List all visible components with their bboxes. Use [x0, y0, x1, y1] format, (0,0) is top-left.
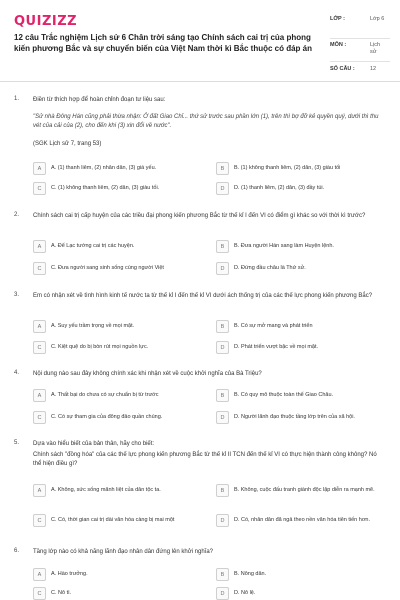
option-letter: C	[33, 262, 46, 275]
option-letter: C	[33, 514, 46, 527]
option-text: D. Nô lệ.	[234, 590, 256, 596]
option-text: C. Đưa người sang sinh sống cùng người Việt	[51, 265, 164, 271]
question-text: Tầng lớp nào có khả năng lãnh đạo nhân dân đứng lên khởi nghĩa?	[33, 549, 214, 555]
option-text: D. (1) thanh liêm, (2) dân, (3) đầy túi.	[234, 185, 325, 191]
option-letter: B	[216, 162, 229, 175]
option-letter: D	[216, 587, 229, 600]
option-d[interactable]	[216, 262, 384, 275]
option-c[interactable]	[33, 341, 201, 354]
worksheet-header	[0, 0, 400, 82]
option-c[interactable]	[33, 262, 201, 275]
option-text: A. Để Lạc tướng cai trị các huyện.	[51, 243, 135, 249]
option-a[interactable]	[33, 320, 201, 333]
meta-divider	[330, 61, 390, 62]
worksheet-title: 12 câu Trắc nghiệm Lịch sử 6 Chân trời sáng tạo Chính sách cai trị của phong kiến phương Bắc và sự chuyển biến của Việt Nam thời kì Bắc thuộc có đáp án	[14, 33, 312, 53]
option-letter: C	[33, 341, 46, 354]
option-text: B. Không, cuộc đấu tranh giành độc lập diễn ra mạnh mẽ.	[234, 487, 375, 493]
option-c[interactable]	[33, 514, 201, 527]
question-number: 6.	[14, 548, 20, 554]
option-letter: B	[216, 484, 229, 497]
meta-subject-key: MÔN :	[330, 42, 347, 48]
question-text: Em có nhận xét về tình hình kinh tế nước ta từ thế kỉ I đến thế kỉ VI dưới ách thống trị của các thế lực phong kiến phương Bắc?	[33, 293, 373, 299]
option-letter: D	[216, 182, 229, 195]
option-letter: C	[33, 411, 46, 424]
question-number: 1.	[14, 96, 20, 102]
option-text: B. (1) không thanh liêm, (2) dân, (3) giàu tối	[234, 165, 341, 171]
option-letter: B	[216, 320, 229, 333]
meta-grade-value: Lớp 6	[370, 16, 385, 22]
option-d[interactable]	[216, 514, 384, 527]
option-letter: D	[216, 514, 229, 527]
option-text: A. Suy yếu trầm trọng về mọi mặt.	[51, 323, 135, 329]
option-text: A. Thất bại do chưa có sự chuẩn bị từ trước	[51, 392, 159, 398]
option-letter: C	[33, 182, 46, 195]
option-c[interactable]	[33, 587, 201, 600]
option-letter: D	[216, 341, 229, 354]
option-b[interactable]	[216, 320, 384, 333]
option-text: A. Không, sức sống mãnh liệt của dân tộc ta.	[51, 487, 161, 493]
option-letter: D	[216, 262, 229, 275]
option-text: C. Kiệt quệ do bị bòn rút mọi nguồn lực.	[51, 344, 149, 350]
option-text: D. Có, nhân dân đã ngả theo nền văn hóa tiên tiến hơn.	[234, 517, 371, 523]
option-letter: B	[216, 240, 229, 253]
option-letter: A	[33, 320, 46, 333]
option-a[interactable]	[33, 484, 201, 497]
option-a[interactable]	[33, 162, 201, 175]
option-a[interactable]	[33, 240, 201, 253]
question-text: Chính sách cai trị cấp huyện của các triều đại phong kiến phương Bắc từ thế kỉ I đến VI có điểm gì khác so với thời kì trước?	[33, 213, 366, 219]
option-letter: D	[216, 411, 229, 424]
option-d[interactable]	[216, 587, 384, 600]
option-text: C. Có sự tham gia của đông đảo quần chúng.	[51, 414, 163, 420]
meta-divider	[330, 38, 390, 39]
question-text: Nội dung nào sau đây không chính xác khi nhận xét về cuộc khởi nghĩa của Bà Triệu?	[33, 371, 262, 377]
option-letter: C	[33, 587, 46, 600]
option-b[interactable]	[216, 568, 384, 581]
option-text: D. Đứng đầu châu là Thứ sử.	[234, 265, 306, 271]
question-quote: "Sử nhà Đông Hán cũng phải thừa nhận: Ở đất Giao Chỉ... thứ sử trước sau phần lớn (1), trên thì bợ đỡ kẻ quyền quý, dưới thì thu vét của cải của (2), cho đến khi (3) xin đổi về nước".	[33, 114, 379, 129]
question-text: Dựa vào hiểu biết của bản thân, hãy cho biết:	[33, 441, 155, 447]
option-text: C. Có, thời gian cai trị dài văn hóa càng bị mai một	[51, 517, 175, 523]
option-b[interactable]	[216, 484, 384, 497]
option-letter: A	[33, 389, 46, 402]
option-b[interactable]	[216, 389, 384, 402]
option-a[interactable]	[33, 568, 201, 581]
question-source: (SGK Lịch sử 7, trang 53)	[33, 141, 102, 147]
option-text: C. (1) không thanh liêm, (2) dân, (3) giàu tối.	[51, 185, 160, 191]
option-b[interactable]	[216, 240, 384, 253]
option-letter: A	[33, 484, 46, 497]
option-text: B. Nông dân.	[234, 571, 267, 577]
meta-grade-key: LỚP :	[330, 16, 345, 22]
meta-count-value: 12	[370, 66, 377, 72]
option-c[interactable]	[33, 182, 201, 195]
option-text: C. Nô tì.	[51, 590, 72, 596]
option-a[interactable]	[33, 389, 201, 402]
option-text: D. Phát triển vượt bậc về mọi mặt.	[234, 344, 319, 350]
quizizz-logo[interactable]: QUIZIZZ	[14, 14, 78, 29]
question-number: 5.	[14, 440, 20, 446]
option-text: A. (1) thanh liêm, (2) nhân dân, (3) giá yếu.	[51, 165, 157, 171]
meta-count-key: SỐ CÂU :	[330, 66, 355, 72]
meta-subject-value: Lịch sử	[370, 42, 381, 55]
option-c[interactable]	[33, 411, 201, 424]
option-text: D. Người lãnh đạo thuộc tầng lớp trên của xã hội.	[234, 414, 355, 420]
question-number: 4.	[14, 370, 20, 376]
option-text: B. Đưa người Hán sang làm Huyện lệnh.	[234, 243, 334, 249]
question-number: 2.	[14, 212, 20, 218]
option-text: B. Có quy mô thuộc toàn thể Giao Châu.	[234, 392, 334, 398]
option-b[interactable]	[216, 162, 384, 175]
option-d[interactable]	[216, 411, 384, 424]
question-text: Điền từ thích hợp để hoàn chỉnh đoạn tư liệu sau:	[33, 97, 166, 103]
option-letter: A	[33, 568, 46, 581]
option-d[interactable]	[216, 182, 384, 195]
option-letter: A	[33, 162, 46, 175]
option-text: B. Có sự mở mang và phát triển	[234, 323, 313, 329]
option-letter: A	[33, 240, 46, 253]
option-d[interactable]	[216, 341, 384, 354]
question-quote: Chính sách "đồng hóa" của các thế lực phong kiến phương Bắc từ thế kỉ II TCN đến thế kỉ VI có thực hiện thành công không? Nó thể hiện điều gì?	[33, 452, 377, 467]
question-number: 3.	[14, 292, 20, 298]
option-letter: B	[216, 389, 229, 402]
option-text: A. Hào trưởng.	[51, 571, 88, 577]
option-letter: B	[216, 568, 229, 581]
